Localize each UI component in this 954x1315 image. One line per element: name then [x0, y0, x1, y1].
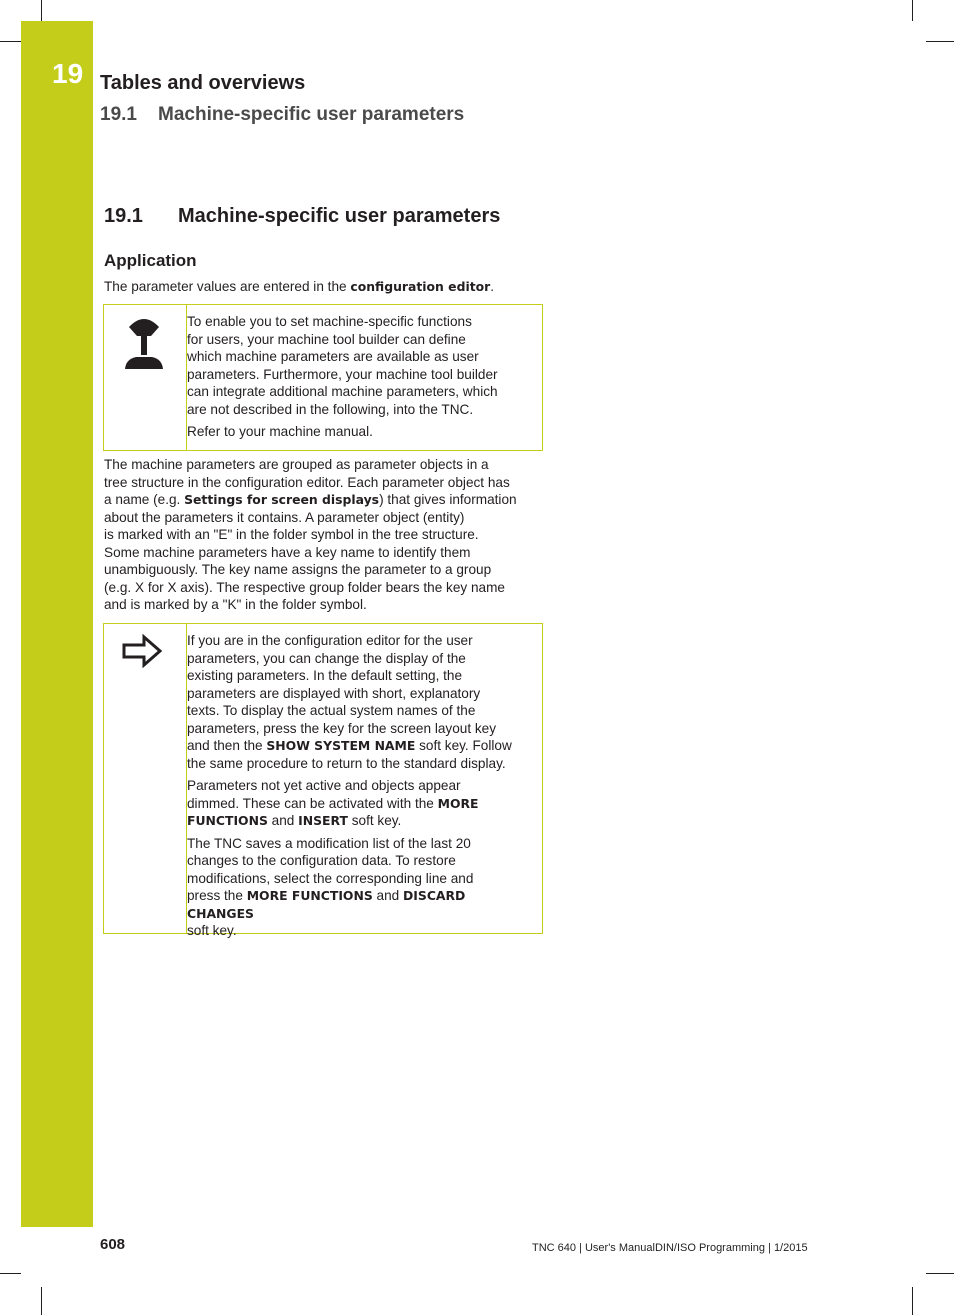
- machine-note-box: [103, 304, 543, 451]
- crop-mark: [0, 1273, 21, 1274]
- crop-mark: [912, 0, 913, 21]
- discard-changes-key: DISCARD CHANGES: [187, 888, 466, 921]
- show-system-name-key: SHOW SYSTEM NAME: [266, 738, 416, 753]
- arrow-right-icon: [122, 634, 164, 673]
- machine-note-text: To enable you to set machine-specific functions for users, your machine tool builder can define which machine parameters are available as user parameters. Furthermore, your machine tool builder can integrate additional machine parameters, which are not described in the following, into the TNC. Refer to your machine manual.: [187, 313, 533, 446]
- section-heading: [104, 205, 500, 228]
- crop-mark: [41, 0, 42, 21]
- header-section-title: [100, 104, 464, 126]
- insert-key: INSERT: [298, 813, 348, 828]
- crop-mark: [926, 1273, 954, 1274]
- refer-manual-text: Refer to your machine manual.: [187, 424, 373, 439]
- page-number: 608: [100, 1236, 126, 1253]
- functions-key: FUNCTIONS: [187, 813, 268, 828]
- tip-note-text: If you are in the configuration editor for the user parameters, you can change the display of the existing parameters. In the default setting, the parameters are displayed with short, explanatory texts. To display the actual system names of the parameters, press the key for the screen layout key and then the SHOW SYSTEM NAME soft key. Follow the same procedure to return to the standard display. Parameters not yet active and objects appear dimmed. These can be activated with the MORE FUNCTIONS and INSERT soft key. The TNC saves a modification list of the last 20 changes to the configuration data. To restore modifications, select the corresponding line and press the MORE FUNCTIONS and DISCARD CHANGES soft key.: [187, 633, 512, 938]
- application-heading: Application: [104, 251, 197, 270]
- header-section-number: 19.1: [100, 104, 137, 125]
- settings-term: Settings for screen displays: [184, 492, 380, 507]
- crop-mark: [0, 41, 21, 42]
- footer-text: TNC 640 | User's ManualDIN/ISO Programming | 1/2015: [532, 1242, 808, 1254]
- chapter-number: 19: [52, 58, 84, 89]
- configuration-editor-term: configuration editor: [350, 279, 491, 294]
- chapter-side-bar: [21, 21, 93, 1227]
- machine-manual-icon: [122, 317, 166, 376]
- application-intro: The parameter values are entered in the configuration editor.: [104, 279, 495, 294]
- body-paragraph: The machine parameters are grouped as parameter objects in a tree structure in the configuration editor. Each parameter object has a name (e.g. Settings for screen displays) that gives information about the parameters it contains. A parameter object (entity) is marked with an "E" in the folder symbol in the tree structure. Some machine parameters have a key name to identify them unambiguously. The key name assigns the parameter to a group (e.g. X for X axis). The respective group folder bears the key name and is marked by a "K" in the folder symbol.: [104, 457, 517, 612]
- tip-note-box: [103, 623, 543, 938]
- header-chapter-title: Tables and overviews: [100, 72, 306, 94]
- header-section-label: Machine-specific user parameters: [158, 104, 465, 125]
- crop-mark: [926, 41, 954, 42]
- more-functions-key: MORE FUNCTIONS: [246, 888, 373, 903]
- section-number: 19.1: [104, 205, 143, 227]
- more-key: MORE: [437, 795, 479, 811]
- crop-mark: [912, 1287, 913, 1315]
- crop-mark: [41, 1287, 42, 1315]
- section-label: Machine-specific user parameters: [178, 205, 501, 227]
